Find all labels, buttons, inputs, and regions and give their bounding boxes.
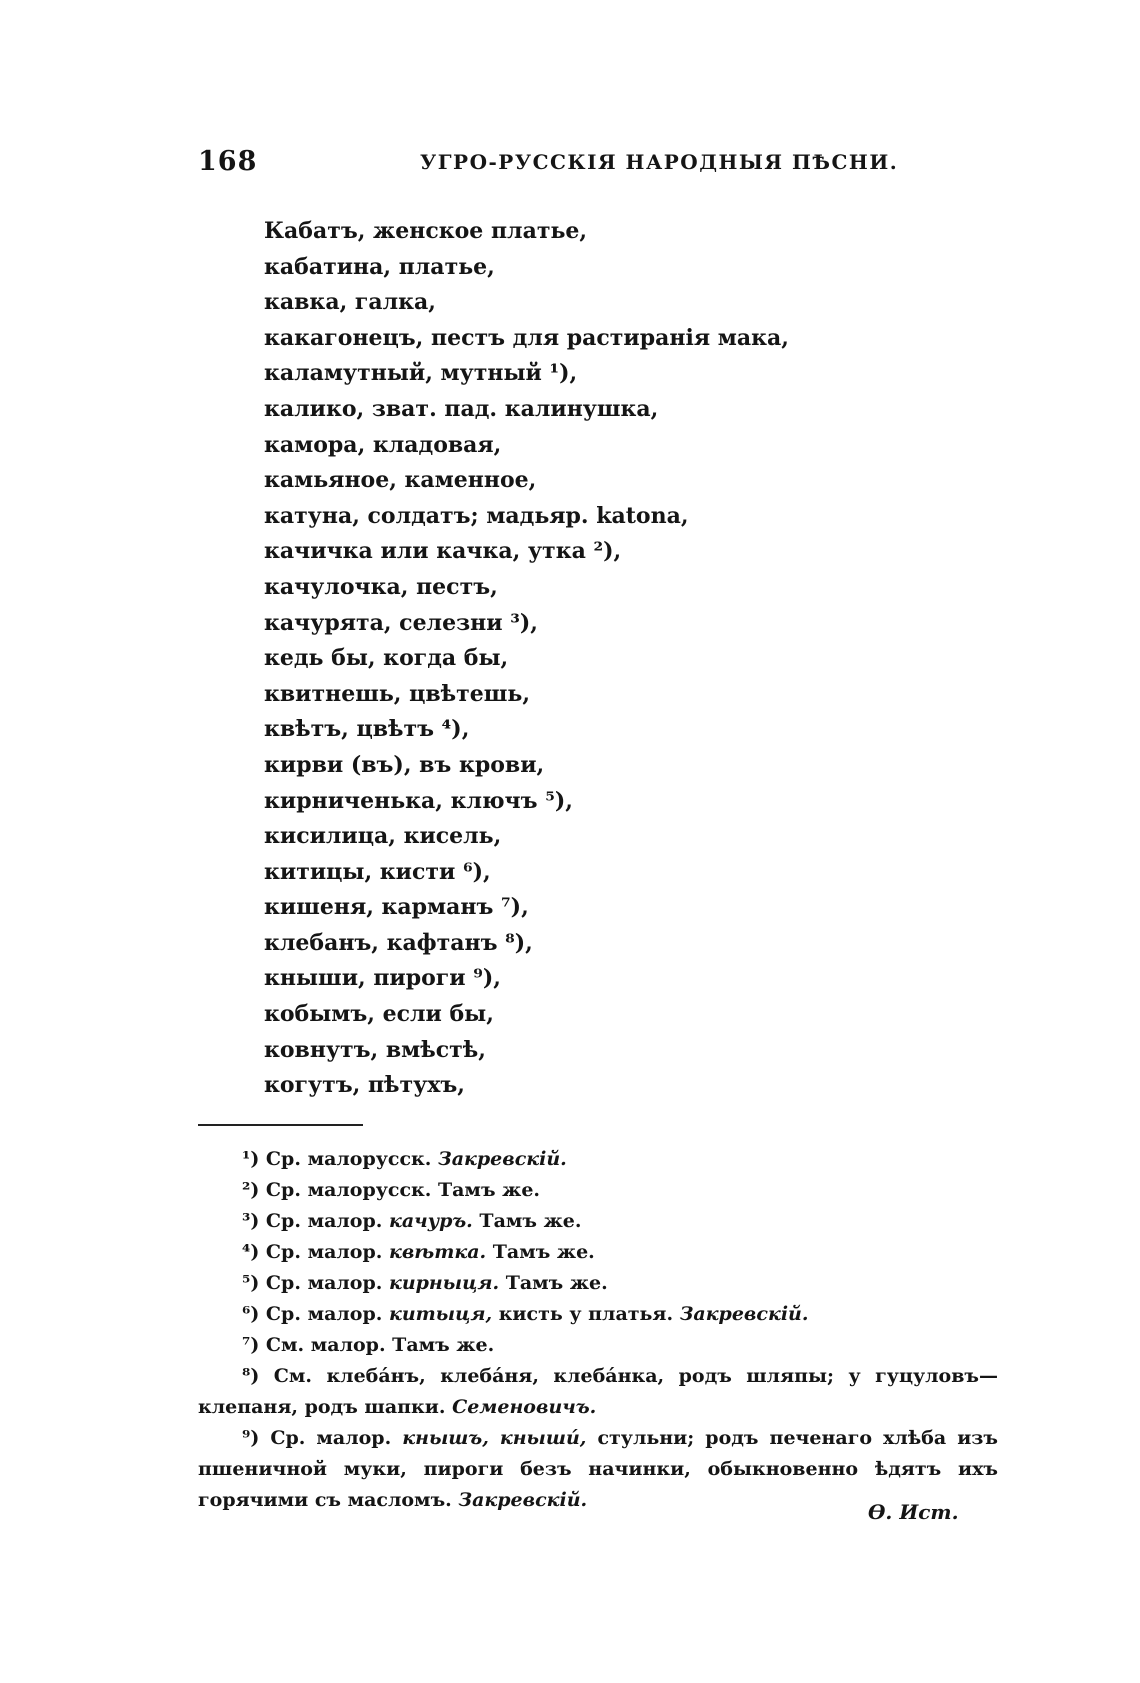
footnote-citation: кирныця.: [388, 1272, 500, 1294]
glossary-entry: Кабатъ, женское платье,: [264, 218, 588, 244]
glossary-entry: калико, зват. пад. калинушка,: [264, 395, 659, 422]
footnote-mark: ⁵): [242, 1272, 260, 1294]
footnote-text: кисть у платья.: [492, 1303, 680, 1325]
glossary-entry: квѣтъ, цвѣтъ ⁴),: [264, 716, 470, 743]
glossary-entry: кавка, галка,: [264, 289, 436, 316]
footnote-separator: [198, 1124, 363, 1126]
footnote-citation: Закревскій.: [679, 1303, 809, 1325]
footnote-text: См. малор. Тамъ же.: [259, 1334, 495, 1356]
footnote-citation: кнышъ, кнышú,: [402, 1427, 587, 1449]
footnote: [198, 1175, 998, 1206]
footnote-mark: ⁷): [242, 1334, 260, 1356]
footnote-text: Тамъ же.: [499, 1272, 608, 1294]
glossary-list: [264, 214, 789, 1104]
footnote-text: Тамъ же.: [472, 1210, 582, 1232]
glossary-entry: кисилица, кисель,: [264, 823, 502, 850]
footnote: [198, 1206, 998, 1237]
glossary-entry: когутъ, пѣтухъ,: [264, 1072, 465, 1099]
footnote: [198, 1268, 998, 1299]
glossary-entry: камьяное, каменное,: [264, 467, 537, 494]
glossary-entry: квитнешь, цвѣтешь,: [264, 680, 530, 707]
glossary-entry: кедь бы, когда бы,: [264, 645, 509, 672]
footnote-mark: ⁴): [242, 1241, 260, 1263]
glossary-entry: качичка или качка, утка ²),: [264, 538, 622, 565]
footnote: [198, 1361, 998, 1423]
glossary-entry: китицы, кисти ⁶),: [264, 858, 491, 885]
footnote: [198, 1144, 998, 1175]
glossary-entry: кирви (въ), въ крови,: [264, 751, 545, 778]
footnote-text: Ср. малор.: [259, 1303, 389, 1325]
footnote-mark: ⁹): [242, 1427, 260, 1449]
glossary-entry: кабатина, платье,: [264, 253, 495, 280]
footnote: [198, 1237, 998, 1268]
footnote-citation: качуръ.: [388, 1210, 473, 1232]
footnote-citation: Закревскій.: [458, 1489, 588, 1511]
footnote-mark: ⁸): [242, 1365, 260, 1387]
glossary-entry: кобымъ, если бы,: [264, 1001, 494, 1028]
glossary-entry: катуна, солдатъ; мадьяр. katona,: [264, 502, 689, 529]
footnote-text: Ср. малор.: [259, 1241, 389, 1263]
footnote-text: Ср. малор.: [259, 1427, 403, 1449]
footnote: [198, 1299, 998, 1330]
signature: Ѳ. Ист.: [868, 1500, 959, 1524]
footnote-text: Ср. малорусск.: [259, 1148, 438, 1170]
footnote-text: См. клебáнъ, клебáня, клебáнка, родъ шляпы; у гуцуловъ—клепаня, родъ шапки.: [198, 1365, 998, 1418]
footnote-text: Ср. малорусск. Тамъ же.: [259, 1179, 541, 1201]
glossary-entry: ковнутъ, вмѣстѣ,: [264, 1036, 486, 1063]
footnote-mark: ⁶): [242, 1303, 260, 1325]
running-title: УГРО-РУССКІЯ НАРОДНЫЯ ПѢСНИ.: [420, 150, 899, 174]
glossary-entry: качулочка, пестъ,: [264, 573, 498, 600]
footnote-citation: Закревскій.: [438, 1148, 567, 1170]
footnotes: [198, 1144, 998, 1516]
glossary-entry: каламутный, мутный ¹),: [264, 360, 578, 387]
footnote-mark: ³): [242, 1210, 260, 1232]
footnote-mark: ¹): [242, 1148, 260, 1170]
footnote-citation: Семеновичъ.: [452, 1396, 597, 1418]
footnote-text: Ср. малор.: [259, 1210, 389, 1232]
glossary-entry: кирниченька, ключъ ⁵),: [264, 787, 573, 814]
footnote-text: Ср. малор.: [259, 1272, 389, 1294]
glossary-entry: какагонецъ, пестъ для растиранія мака,: [264, 324, 789, 351]
footnote-mark: ²): [242, 1179, 260, 1201]
glossary-entry: камора, кладовая,: [264, 431, 502, 458]
page-number: 168: [198, 146, 258, 177]
footnote-text: Тамъ же.: [486, 1241, 595, 1263]
footnote: [198, 1330, 998, 1361]
glossary-entry: кишеня, карманъ ⁷),: [264, 894, 529, 921]
glossary-entry: клебанъ, кафтанъ ⁸),: [264, 929, 533, 956]
glossary-entry: качурята, селезни ³),: [264, 609, 538, 636]
footnote-text: стульни; родъ печенаго хлѣба изъ пшеничной муки, пироги безъ начинки, обыкновенно ѣдятъ ихъ горячими съ масломъ.: [198, 1427, 998, 1511]
footnote-citation: китыця,: [388, 1303, 493, 1325]
glossary-entry: кныши, пироги ⁹),: [264, 965, 501, 992]
footnote-citation: квѣтка.: [388, 1241, 487, 1263]
